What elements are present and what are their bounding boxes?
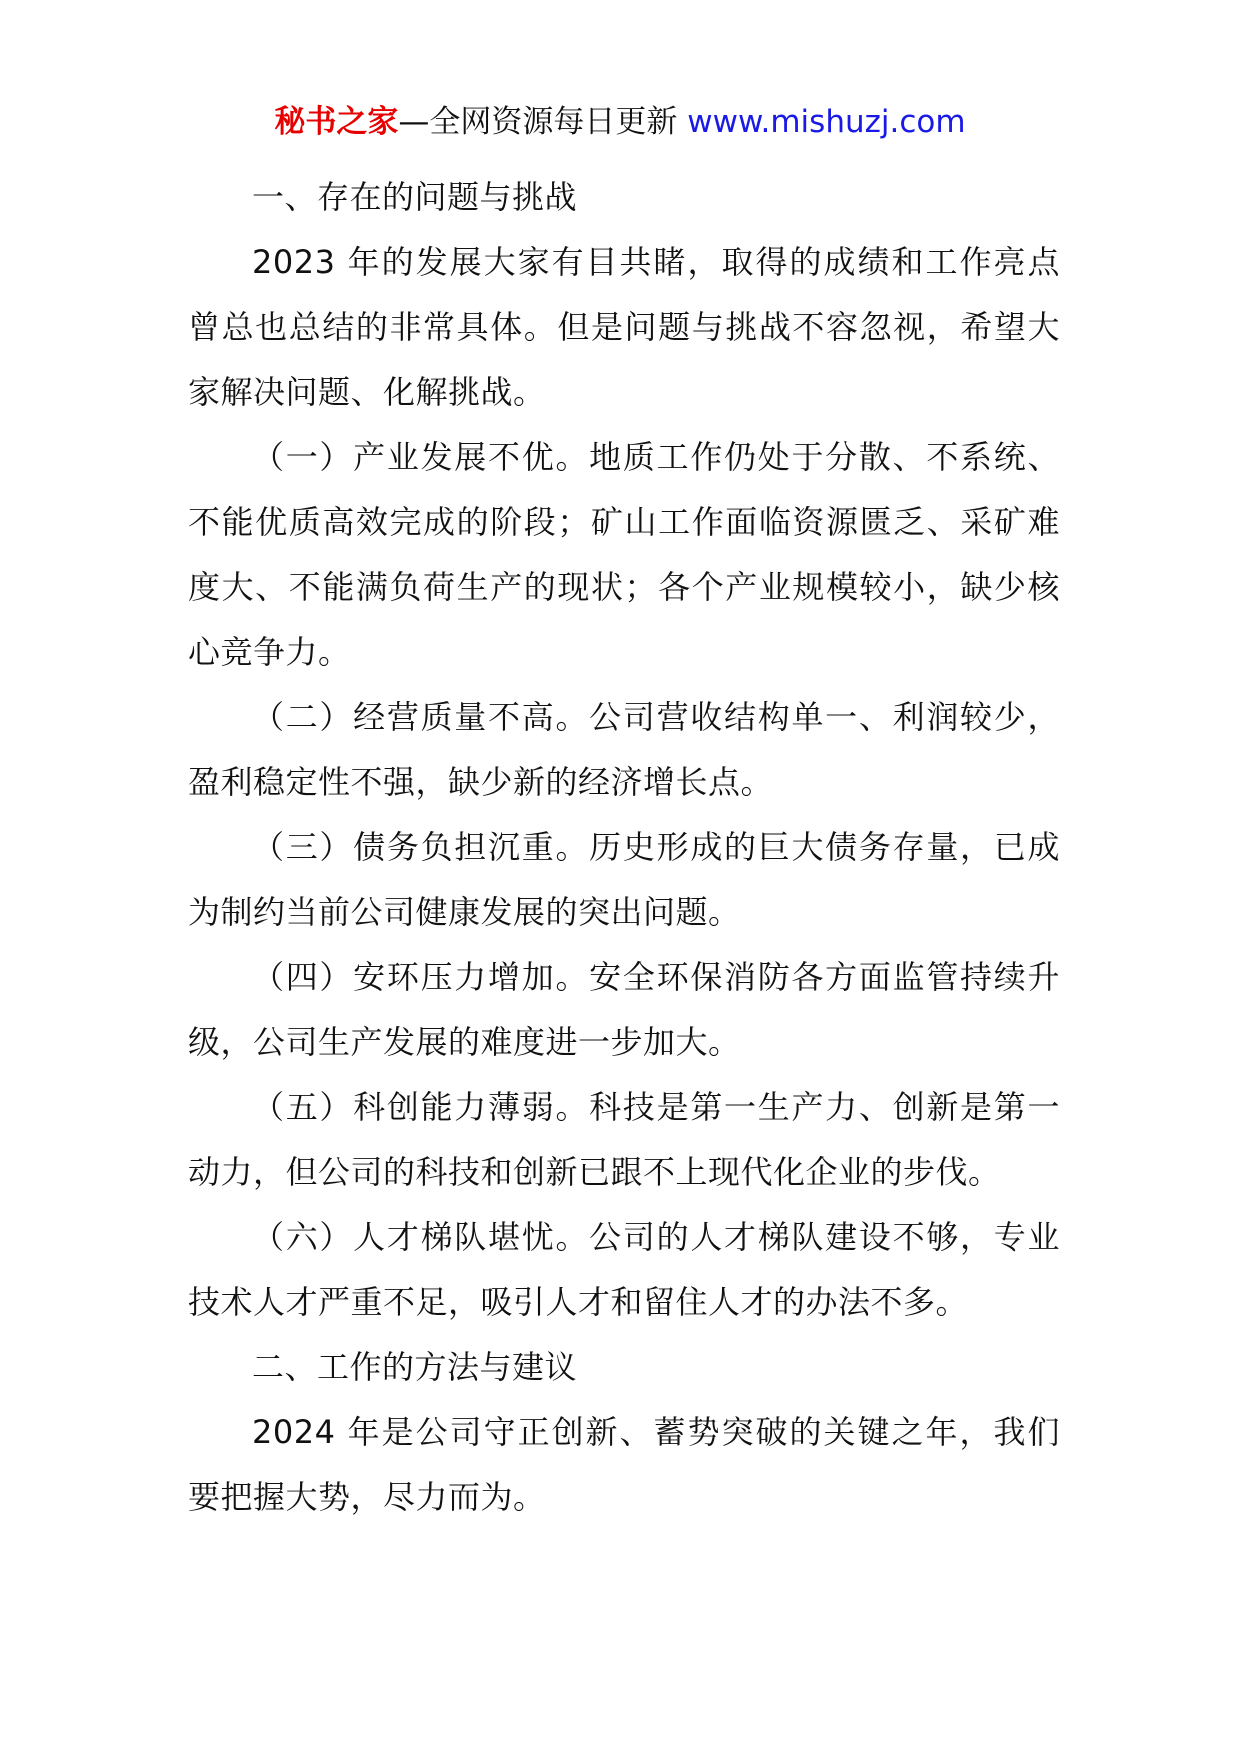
paragraph-item-2: （二）经营质量不高。公司营收结构单一、利润较少，盈利稳定性不强，缺少新的经济增长点。 <box>188 698 1060 801</box>
paragraph-item-1: （一）产业发展不优。地质工作仍处于分散、不系统、不能优质高效完成的阶段；矿山工作面临资源匮乏、采矿难度大、不能满负荷生产的现状；各个产业规模较小，缺少核心竞争力。 <box>188 438 1060 671</box>
paragraph-item-6: （六）人才梯队堪忧。公司的人才梯队建设不够，专业技术人才严重不足，吸引人才和留住人才的办法不多。 <box>188 1218 1060 1321</box>
page-header <box>0 100 1240 144</box>
header-url-link[interactable]: www.mishuzj.com <box>687 104 966 140</box>
paragraph-item-5: （五）科创能力薄弱。科技是第一生产力、创新是第一动力，但公司的科技和创新已跟不上现代化企业的步伐。 <box>188 1088 1060 1191</box>
section-heading-problems: 一、存在的问题与挑战 <box>252 178 578 216</box>
paragraph-intro: 2023 年的发展大家有目共睹，取得的成绩和工作亮点曾总也总结的非常具体。但是问题与挑战不容忽视，希望大家解决问题、化解挑战。 <box>188 243 1060 411</box>
document-body <box>188 165 1060 1530</box>
paragraph-2024: 2024 年是公司守正创新、蓄势突破的关键之年，我们要把握大势，尽力而为。 <box>188 1413 1060 1516</box>
section-heading-methods: 二、工作的方法与建议 <box>252 1348 578 1386</box>
brand-name: 秘书之家 <box>274 104 399 140</box>
paragraph-item-4: （四）安环压力增加。安全环保消防各方面监管持续升级，公司生产发展的难度进一步加大。 <box>188 958 1060 1061</box>
header-tagline: —全网资源每日更新 <box>398 104 678 140</box>
paragraph-item-3: （三）债务负担沉重。历史形成的巨大债务存量，已成为制约当前公司健康发展的突出问题。 <box>188 828 1060 931</box>
